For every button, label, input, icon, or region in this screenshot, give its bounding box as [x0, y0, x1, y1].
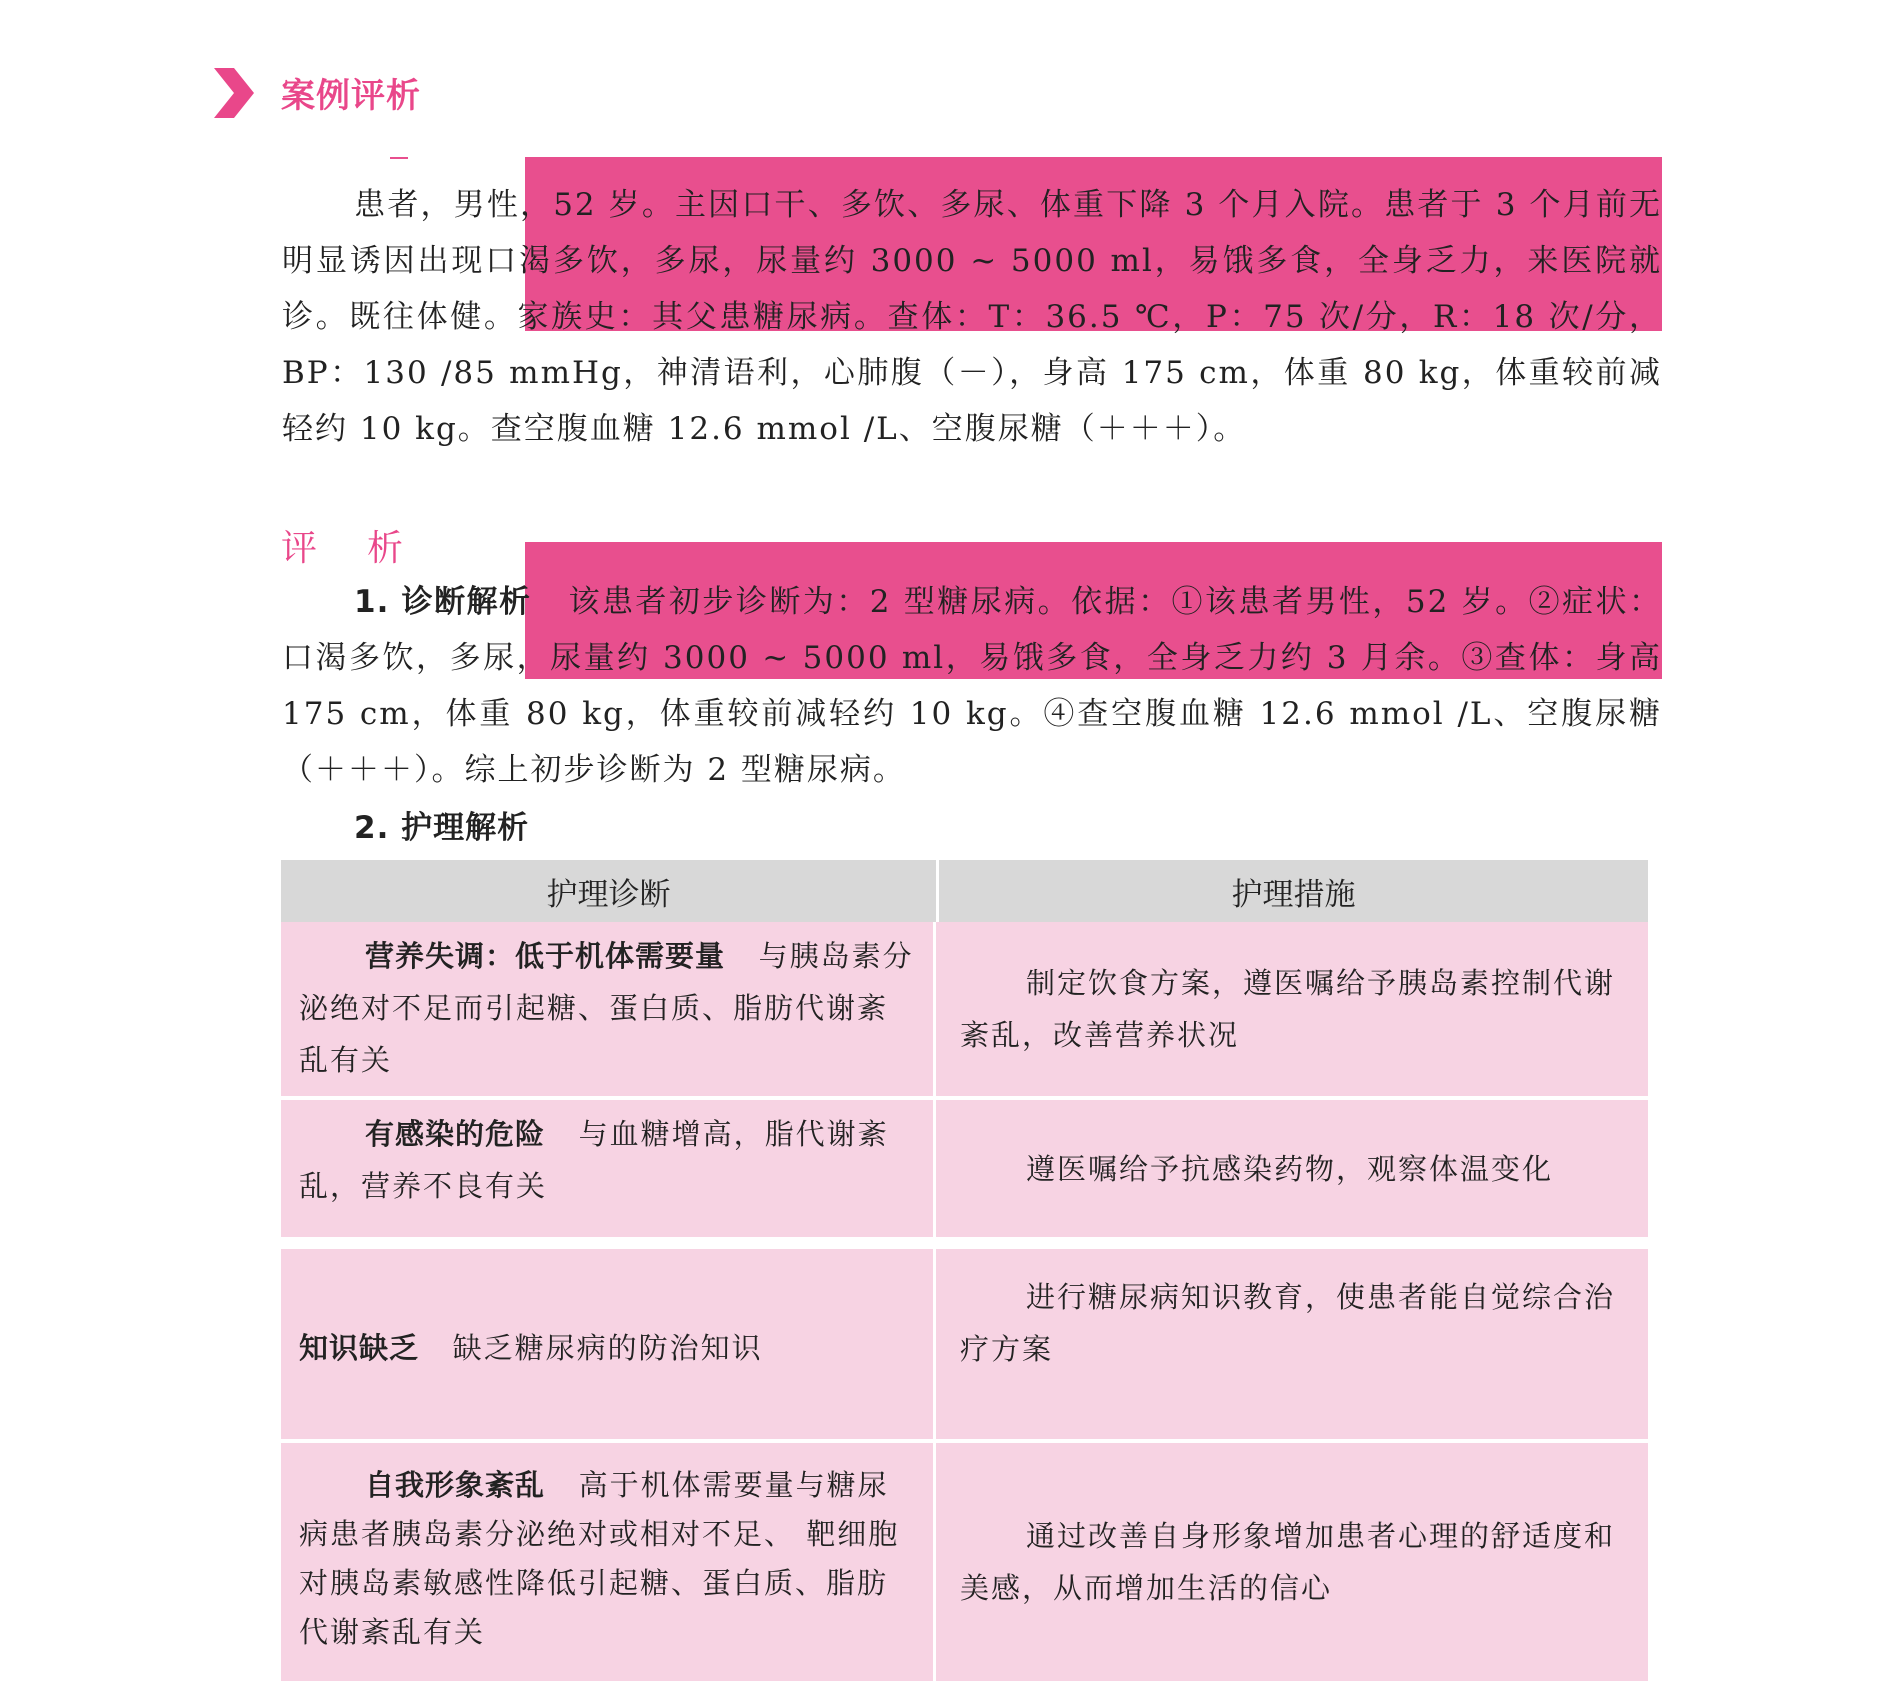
- diagnosis-cell: [281, 1249, 936, 1439]
- diagnosis-name: 营养失调：低于机体需要量: [365, 939, 726, 973]
- case-description: [282, 177, 1662, 457]
- diagnosis-name: 有感染的危险: [365, 1117, 546, 1151]
- column-header-measure: 护理措施: [1231, 876, 1356, 913]
- section-title: 案例评析: [281, 76, 421, 116]
- column-header-diagnosis: 护理诊断: [281, 860, 939, 922]
- diagnosis-reason: 缺乏糖尿病的防治知识: [452, 1331, 763, 1365]
- divider-stub: [390, 157, 408, 159]
- table-row: [281, 1100, 1648, 1237]
- measure-text: 通过改善自身形象增加患者心理的舒适度和美感，从而增加生活的信心: [960, 1519, 1616, 1605]
- diagnosis-reason: 与胰岛素分泌绝对不足而引起糖、蛋白质、脂肪代谢紊乱有关: [299, 939, 914, 1077]
- measure-cell: [936, 1443, 1648, 1681]
- table-row: [281, 1249, 1648, 1439]
- measure-text: 制定饮食方案，遵医嘱给予胰岛素控制代谢紊乱，改善营养状况: [960, 966, 1616, 1052]
- diagnosis-reason: 与血糖增高，脂代谢紊乱，营养不良有关: [299, 1117, 889, 1203]
- measure-text: 遵医嘱给予抗感染药物，观察体温变化: [1026, 1151, 1554, 1186]
- chevron-right-icon: [212, 64, 256, 122]
- diagnosis-cell: [281, 922, 936, 1096]
- diagnosis-heading: 1. 诊断解析: [354, 584, 532, 620]
- diagnosis-analysis: [282, 574, 1662, 798]
- measure-cell: [936, 1100, 1648, 1237]
- table-row: [281, 1443, 1648, 1681]
- diagnosis-name: 知识缺乏: [299, 1331, 420, 1365]
- row-divider: [281, 1237, 1648, 1249]
- diagnosis-text: 该患者初步诊断为：2 型糖尿病。依据：①该患者男性，52 岁。②症状：口渴多饮，多尿，尿量约 3000 ~ 5000 ml，易饿多食，全身乏力约 3 月余。③查体：身高 175 cm，体重 80 kg，体重较前减轻约 10 kg。④查空腹血糖 12.6 mmol /L、空腹尿糖（＋＋＋）。综上初步诊断为 2 型糖尿病。: [282, 584, 1663, 788]
- care-heading: 2. 护理解析: [354, 810, 530, 846]
- diagnosis-name: 自我形象紊乱: [365, 1468, 546, 1502]
- diagnosis-cell: [281, 1443, 936, 1681]
- diagnosis-reason: 高于机体需要量与糖尿病患者胰岛素分泌绝对或相对不足、 靶细胞对胰岛素敏感性降低引起糖、蛋白质、脂肪代谢紊乱有关: [299, 1468, 900, 1649]
- table-row: [281, 922, 1648, 1096]
- measure-cell: [936, 1249, 1648, 1439]
- section-header: [212, 58, 256, 128]
- measure-text: 进行糖尿病知识教育，使患者能自觉综合治疗方案: [960, 1280, 1616, 1366]
- case-text: 患者，男性，52 岁。主因口干、多饮、多尿、体重下降 3 个月入院。患者于 3 个月前无明显诱因出现口渴多饮，多尿，尿量约 3000 ~ 5000 ml，易饿多食，全身乏力，来医院就诊。既往体健。家族史：其父患糖尿病。查体：T：36.5 ℃，P：75 次/分，R：18 次/分，BP：130 /85 mmHg，神清语利，心肺腹（－），身高 175 cm，体重 80 kg，体重较前减轻约 10 kg。查空腹血糖 12.6 mmol /L、空腹尿糖（＋＋＋）。: [282, 187, 1662, 447]
- table-header: [281, 860, 1648, 922]
- analysis-label: 评析: [281, 528, 454, 569]
- diagnosis-cell: [281, 1100, 936, 1237]
- measure-cell: [936, 922, 1648, 1096]
- care-analysis: [282, 800, 1662, 856]
